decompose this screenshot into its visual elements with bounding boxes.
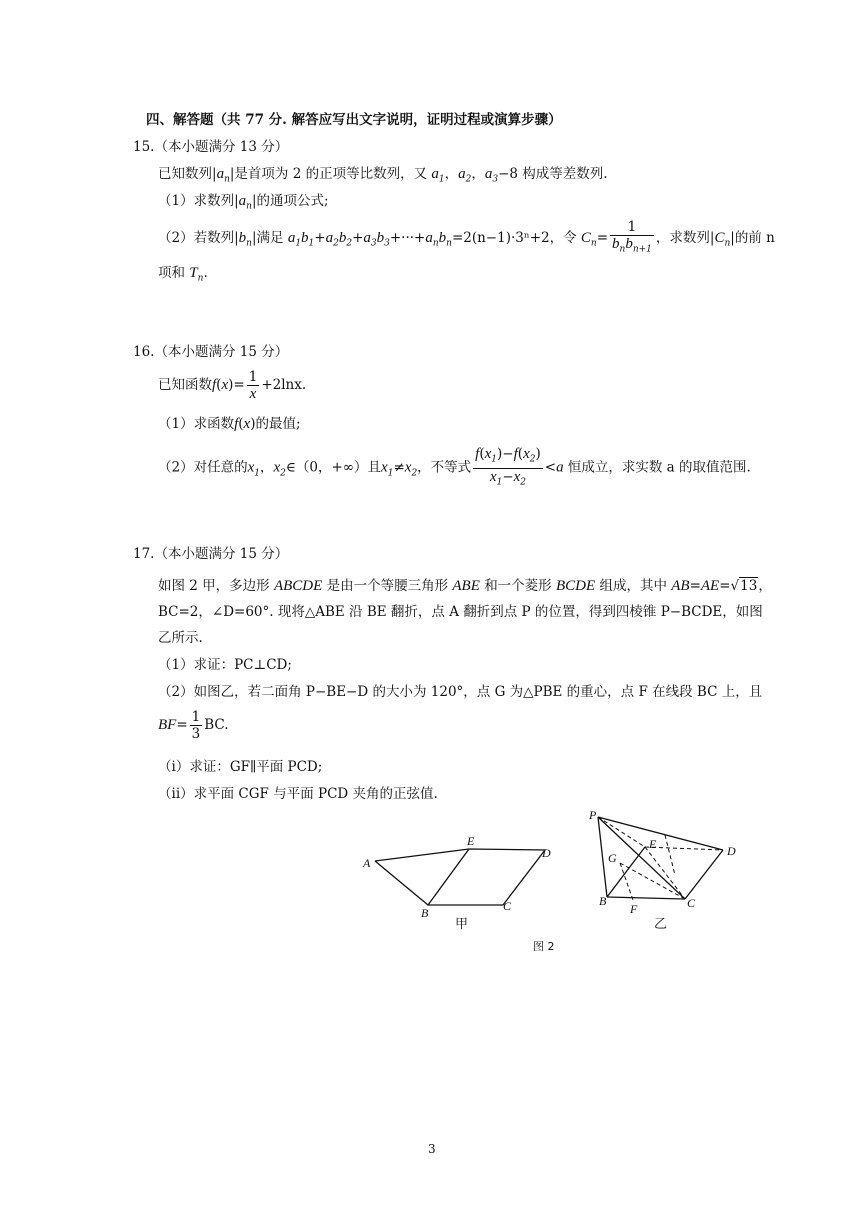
q15-stem-c: 构成等差数列. (522, 166, 608, 182)
q17-part2: （2）如图乙，若二面角 P−BE−D 的大小为 120°，点 G 为△PBE 的重心，点 F 在线段 BC 上，且 (158, 684, 763, 700)
q16-part2-mid2: ，不等式 (417, 459, 472, 476)
label-A: A (363, 856, 371, 870)
q16-stem-text: 已知函数 (158, 377, 212, 393)
q15-score: （本小题满分 13 分） (154, 139, 289, 155)
label-E-left: E (467, 834, 475, 848)
section-heading: 四、解答题（共 77 分. 解答应写出文字说明，证明过程或演算步骤） (146, 112, 562, 128)
q16-part2-label: （2）对任意的 (158, 459, 248, 476)
q15-part2-eq: =2(n−1)·3ⁿ+2，令 (451, 229, 577, 246)
q15-header (133, 138, 288, 156)
q17-line1-c: 和一个菱形 (484, 578, 552, 594)
q16-part2: （2）对任意的$x_1$，$x_2\in(0$，+∞）且$x_1\ne x_2$，不等式 $\frac{f(x_1)-f(x_2)}{x_1-x_2}$ <a 恒成立，求实数 a 的取值范围. (158, 446, 751, 490)
q16-part2-mid: ∈（0，+∞）且 (285, 459, 382, 476)
q17-score: （本小题满分 15 分） (154, 546, 289, 562)
q16-part1: （1）求函数f(x)的最值; (158, 416, 301, 432)
q15-part2-tail2: 的前 n (734, 229, 775, 246)
caption-yi: 乙 (654, 917, 668, 932)
q15-part2-tail: ，求数列 (655, 229, 710, 246)
page-number: 3 (428, 1142, 436, 1156)
q15-stem-a: 已知数列 (158, 166, 212, 182)
figure-left-polygon (375, 849, 545, 905)
q16-stem-tail: +2lnx. (261, 377, 307, 393)
q17-line1: 如图 2 甲，多边形 ABCDE 是由一个等腰三角形 ABE 和一个菱形 BCDE 组成，其中 AB=AE=√13， (158, 578, 772, 594)
q15-part1: （1）求数列$|a_n|$的通项公式; (158, 193, 329, 212)
label-G: G (608, 851, 617, 865)
q15-number: 15. (133, 139, 155, 155)
label-C-right: C (687, 896, 696, 910)
q17-part2-bf-tail: BC. (204, 717, 229, 733)
q15-part2-label: （2）若数列 (158, 229, 235, 246)
q16-score: （本小题满分 15 分） (154, 344, 289, 360)
q15-part2-mid: 满足 (256, 229, 284, 246)
q16-number: 16. (133, 344, 155, 360)
q17-line1-d: 组成，其中 (599, 578, 667, 594)
q16-part1-tail: 的最值; (255, 416, 301, 432)
q17-fraction-third: $\frac{1}{3}$ (191, 709, 201, 742)
q15-part2: （2）若数列$|b_n|$满足 $a_1b_1+a_2b_2+a_3b_3+\cdot\cdot\cdot+a_nb_n=2(n-1)\cdot 3^n+2$，令 $C_n=$ $\frac{1}{b_nb_{n+1}}$ ，求数列$|C_n|$的前 n (158, 219, 775, 261)
q17-line1-b: 是由一个等腰三角形 (326, 578, 449, 594)
q17-part-ii: （ii）求平面 CGF 与平面 PCD 夹角的正弦值. (158, 786, 438, 802)
q17-part-i: （i）求证：GF∥平面 PCD; (158, 759, 323, 775)
label-B-left: B (421, 906, 429, 920)
q17-line3: 乙所示. (158, 630, 203, 646)
q17-line1-a: 如图 2 甲，多边形 (158, 578, 270, 594)
label-C-left: C (503, 899, 512, 913)
q17-part1: （1）求证：PC⊥CD; (158, 657, 292, 673)
label-E-right: E (649, 837, 657, 851)
q15-part2-line2: 项和 $T_n$. (158, 265, 208, 284)
q17-line2: BC=2，∠D=60°. 现将△ABE 沿 BE 翻折，点 A 翻折到点 P 的位置，得到四棱锥 P−BCDE，如图 (158, 604, 763, 620)
q15-stem-b: 是首项为 2 的正项等比数列，又 (234, 166, 428, 182)
label-F: F (630, 902, 638, 916)
label-P: P (589, 808, 597, 822)
q15-fraction: $\frac{1}{b_nb_{n+1}}$ (612, 219, 652, 255)
label-B-right: B (599, 894, 607, 908)
sqrt-13: √13 (730, 578, 758, 594)
q17-header (133, 545, 288, 563)
q15-stem: 已知数列$|a_n|$是首项为 2 的正项等比数列，又 $a_1$，$a_2$，$a_3-8$ 构成等差数列. (158, 166, 608, 185)
q16-part2-tail: 恒成立，求实数 a 的取值范围. (567, 459, 751, 476)
q15-part1-tail: 的通项公式; (256, 193, 329, 209)
q16-stem: 已知函数f(x)= $\frac{1}{x}$ +2lnx. (158, 369, 307, 402)
q17-part2-bf: BF= $\frac{1}{3}$ BC. (158, 709, 229, 742)
q15-part1-label: （1）求数列 (158, 193, 235, 209)
figure-right-hidden-edges (598, 817, 723, 900)
q17-number: 17. (133, 546, 155, 562)
caption-jia: 甲 (455, 917, 469, 932)
figure-caption: 图 2 (533, 940, 555, 953)
q15-part2-line2-text: 项和 (158, 265, 185, 281)
q16-fraction-ineq: $\frac{f(x_1)-f(x_2)}{x_1-x_2}$ (475, 446, 541, 488)
q16-fraction-1x: $\frac{1}{x}$ (248, 369, 258, 402)
q16-part1-label: （1）求函数 (158, 416, 235, 432)
label-D-left: D (542, 846, 551, 860)
q16-header (133, 343, 288, 361)
figure-2 (355, 805, 755, 955)
label-D-right: D (727, 844, 736, 858)
